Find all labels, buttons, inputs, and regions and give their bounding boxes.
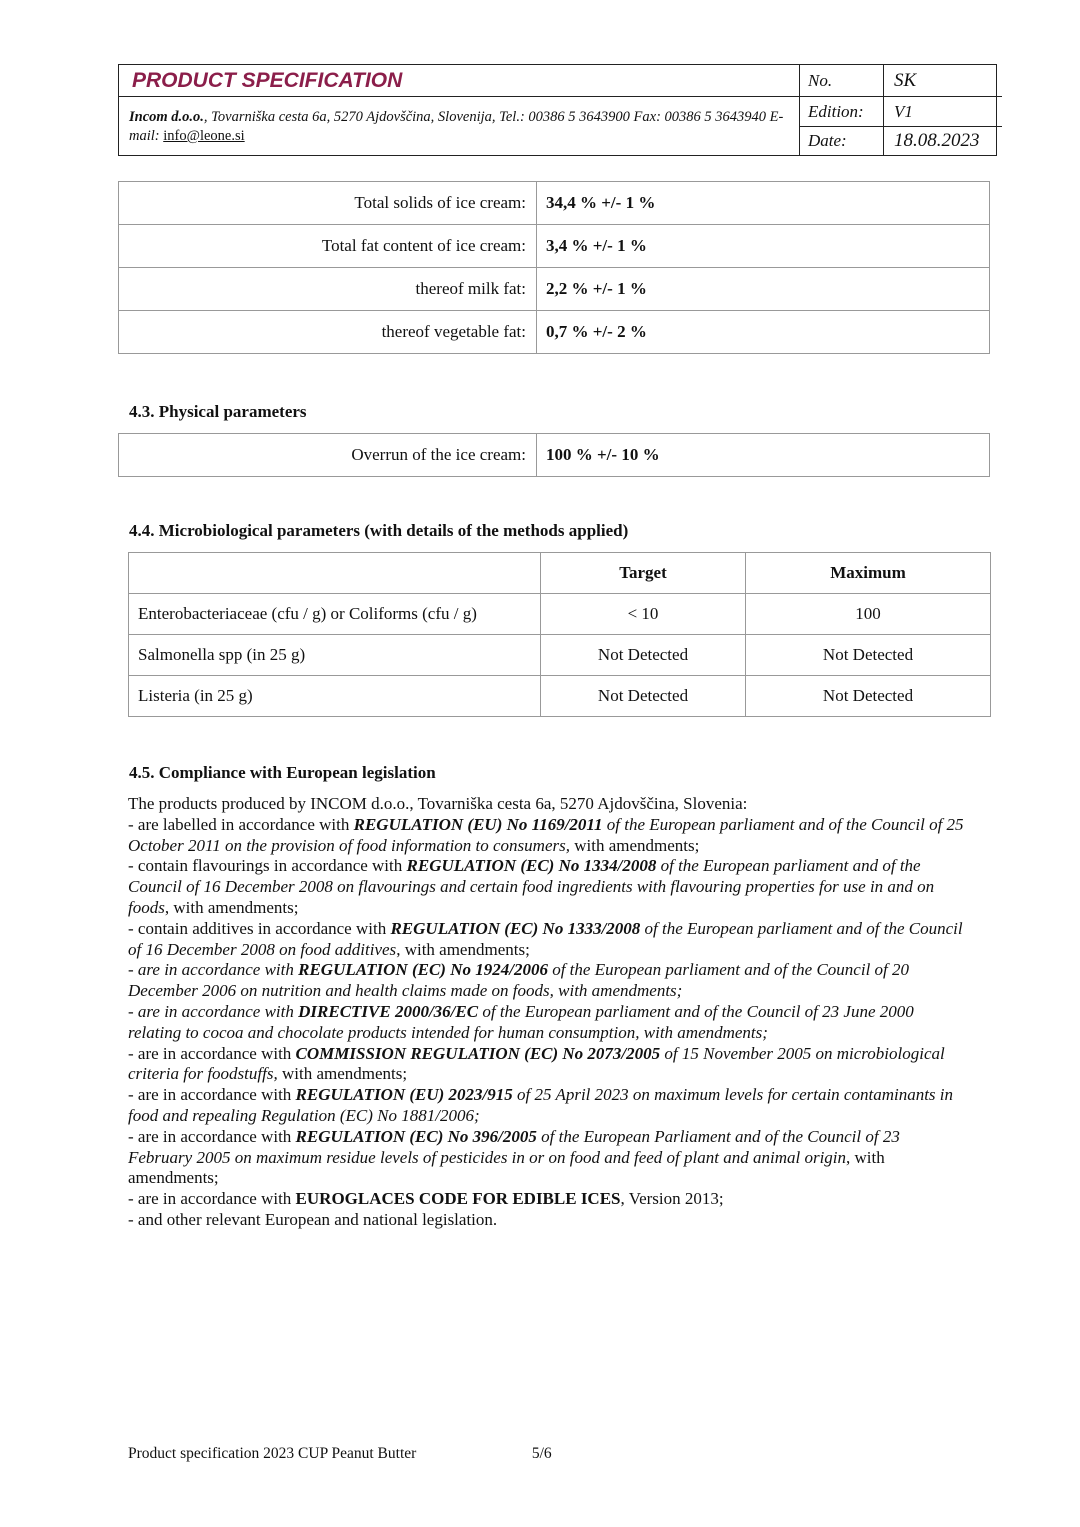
regulation-name: REGULATION (EU) No 1169/2011 bbox=[353, 814, 603, 834]
item-prefix: - are in accordance with bbox=[128, 1085, 296, 1105]
table-row bbox=[119, 434, 990, 477]
param-value: 3,4 % +/- 1 % bbox=[537, 225, 990, 268]
column-header bbox=[129, 553, 541, 594]
maximum-value: Not Detected bbox=[746, 676, 991, 717]
header-field-edition bbox=[800, 97, 1002, 127]
param-value: 100 % +/- 10 % bbox=[537, 434, 990, 477]
email-link[interactable]: info@leone.si bbox=[163, 128, 245, 144]
item-prefix: - are in accordance with bbox=[128, 1126, 296, 1146]
list-item bbox=[128, 919, 968, 961]
list-item bbox=[128, 960, 968, 1002]
compliance-intro: The products produced by INCOM d.o.o., Tovarniška cesta 6a, 5270 Ajdovščina, Slovenia: bbox=[128, 794, 748, 813]
item-prefix: - are in accordance with bbox=[128, 1189, 296, 1209]
company-address bbox=[119, 97, 800, 155]
field-value: 18.08.2023 bbox=[894, 130, 980, 151]
code-name: EUROGLACES CODE FOR EDIBLE ICES bbox=[295, 1189, 621, 1209]
table-row bbox=[129, 635, 991, 676]
list-item-euroglaces bbox=[128, 1189, 968, 1210]
param-value: 2,2 % +/- 1 % bbox=[537, 268, 990, 311]
composition-table bbox=[118, 181, 990, 354]
header-field-number bbox=[800, 65, 1002, 97]
compliance-text bbox=[128, 794, 968, 1231]
field-label: Date: bbox=[800, 127, 884, 155]
list-item bbox=[128, 1002, 968, 1044]
list-item bbox=[128, 815, 968, 857]
section-heading-micro: 4.4. Microbiological parameters (with details of the methods applied) bbox=[129, 521, 629, 540]
regulation-description: of 15 November 2005 on microbiological criteria for foodstuffs, bbox=[128, 1043, 945, 1084]
regulation-name: REGULATION (EC) No 1924/2006 bbox=[298, 960, 548, 980]
regulation-description: of the European parliament and of the Council of 20 December 2006 on nutrition and health claims made on foods, with amendments; bbox=[128, 960, 910, 1001]
target-value: Not Detected bbox=[541, 635, 746, 676]
param-label: Overrun of the ice cream: bbox=[119, 434, 537, 477]
target-value: < 10 bbox=[541, 594, 746, 635]
item-suffix: , Version 2013; bbox=[620, 1189, 724, 1209]
section-heading-physical: 4.3. Physical parameters bbox=[129, 402, 307, 421]
organism-name: Listeria (in 25 g) bbox=[129, 676, 541, 717]
maximum-value: 100 bbox=[746, 594, 991, 635]
item-suffix: , with amendments; bbox=[396, 939, 530, 959]
param-value: 0,7 % +/- 2 % bbox=[537, 311, 990, 354]
company-name: Incom d.o.o. bbox=[129, 109, 204, 125]
list-item bbox=[128, 1085, 968, 1127]
item-suffix: , with amendments; bbox=[164, 897, 299, 917]
regulation-description: of the European Parliament and of the Council of 23 February 2005 on maximum residue levels of pesticides in or on food and feed of plant and animal origin bbox=[128, 1126, 900, 1167]
regulation-name: REGULATION (EC) No 1334/2008 bbox=[406, 856, 657, 876]
item-prefix: - contain flavourings in accordance with bbox=[128, 856, 407, 876]
list-item bbox=[128, 1127, 968, 1189]
regulation-description: of 25 April 2023 on maximum levels for certain contaminants in food and repealing Regulation (EC) No 1881/2006; bbox=[128, 1085, 954, 1125]
target-value: Not Detected bbox=[541, 676, 746, 717]
regulation-description: of the European parliament and of the Council of 16 December 2008 on food additives bbox=[128, 918, 963, 959]
list-item-closing: - and other relevant European and national legislation. bbox=[128, 1209, 498, 1229]
organism-name: Salmonella spp (in 25 g) bbox=[129, 635, 541, 676]
page-number: 5/6 bbox=[531, 1445, 552, 1462]
param-label: Total solids of ice cream: bbox=[119, 182, 537, 225]
regulation-description: of the European parliament and of the Council of 25 October 2011 on the provision of food information to consumers, bbox=[128, 814, 964, 855]
item-prefix: - contain additives in accordance with bbox=[128, 918, 391, 938]
address-text: , Tovarniška cesta 6a, 5270 Ajdovščina, Slovenija, Tel.: 00386 5 3643900 Fax: 00386 5 3643940 E-mail: bbox=[129, 109, 784, 144]
param-value: 34,4 % +/- 1 % bbox=[537, 182, 990, 225]
table-row bbox=[119, 311, 990, 354]
organism-name: Enterobacteriaceae (cfu / g) or Coliforms (cfu / g) bbox=[129, 594, 541, 635]
header-field-date bbox=[800, 127, 1002, 155]
item-suffix: with amendments; bbox=[569, 835, 700, 855]
field-label: Edition: bbox=[800, 97, 884, 126]
param-label: Total fat content of ice cream: bbox=[119, 225, 537, 268]
regulation-name: DIRECTIVE 2000/36/EC bbox=[298, 1001, 479, 1021]
table-row bbox=[129, 676, 991, 717]
table-header-row bbox=[129, 553, 991, 594]
document-title: PRODUCT SPECIFICATION bbox=[119, 65, 800, 97]
micro-table bbox=[128, 552, 991, 717]
item-prefix: - are in accordance with bbox=[128, 1043, 296, 1063]
maximum-value: Not Detected bbox=[746, 635, 991, 676]
item-prefix: - are in accordance with bbox=[128, 960, 299, 980]
document-header bbox=[118, 64, 997, 156]
regulation-name: COMMISSION REGULATION (EC) No 2073/2005 bbox=[295, 1043, 661, 1063]
regulation-description: of the European parliament and of the Council of 23 June 2000 relating to cocoa and chocolate products intended for human consumption, with amendments; bbox=[128, 1001, 914, 1042]
column-header-target: Target bbox=[541, 553, 746, 594]
list-item bbox=[128, 1044, 968, 1086]
regulation-name: REGULATION (EC) No 396/2005 bbox=[295, 1126, 537, 1146]
table-row bbox=[119, 225, 990, 268]
field-label: No. bbox=[800, 65, 884, 96]
field-value: V1 bbox=[894, 102, 913, 121]
column-header-maximum: Maximum bbox=[746, 553, 991, 594]
page-footer bbox=[128, 1445, 552, 1463]
compliance-list bbox=[128, 815, 968, 1189]
item-prefix: - are in accordance with bbox=[128, 1001, 299, 1021]
field-value: SK bbox=[894, 70, 917, 91]
item-suffix: with amendments; bbox=[277, 1064, 408, 1084]
section-heading-compliance: 4.5. Compliance with European legislation bbox=[129, 763, 436, 782]
regulation-description: of the European parliament and of the Council of 16 December 2008 on flavourings and certain food ingredients with flavouring properties for use in and on foods bbox=[128, 856, 935, 917]
item-prefix: - are labelled in accordance with bbox=[128, 814, 354, 834]
item-suffix: , with amendments; bbox=[128, 1147, 885, 1188]
param-label: thereof vegetable fat: bbox=[119, 311, 537, 354]
physical-table bbox=[118, 433, 990, 477]
table-row bbox=[119, 182, 990, 225]
table-row bbox=[119, 268, 990, 311]
footer-title: Product specification 2023 CUP Peanut Butter bbox=[128, 1445, 417, 1462]
param-label: thereof milk fat: bbox=[119, 268, 537, 311]
regulation-name: REGULATION (EU) 2023/915 bbox=[295, 1085, 513, 1105]
regulation-name: REGULATION (EC) No 1333/2008 bbox=[390, 918, 641, 938]
table-row bbox=[129, 594, 991, 635]
list-item bbox=[128, 856, 968, 918]
